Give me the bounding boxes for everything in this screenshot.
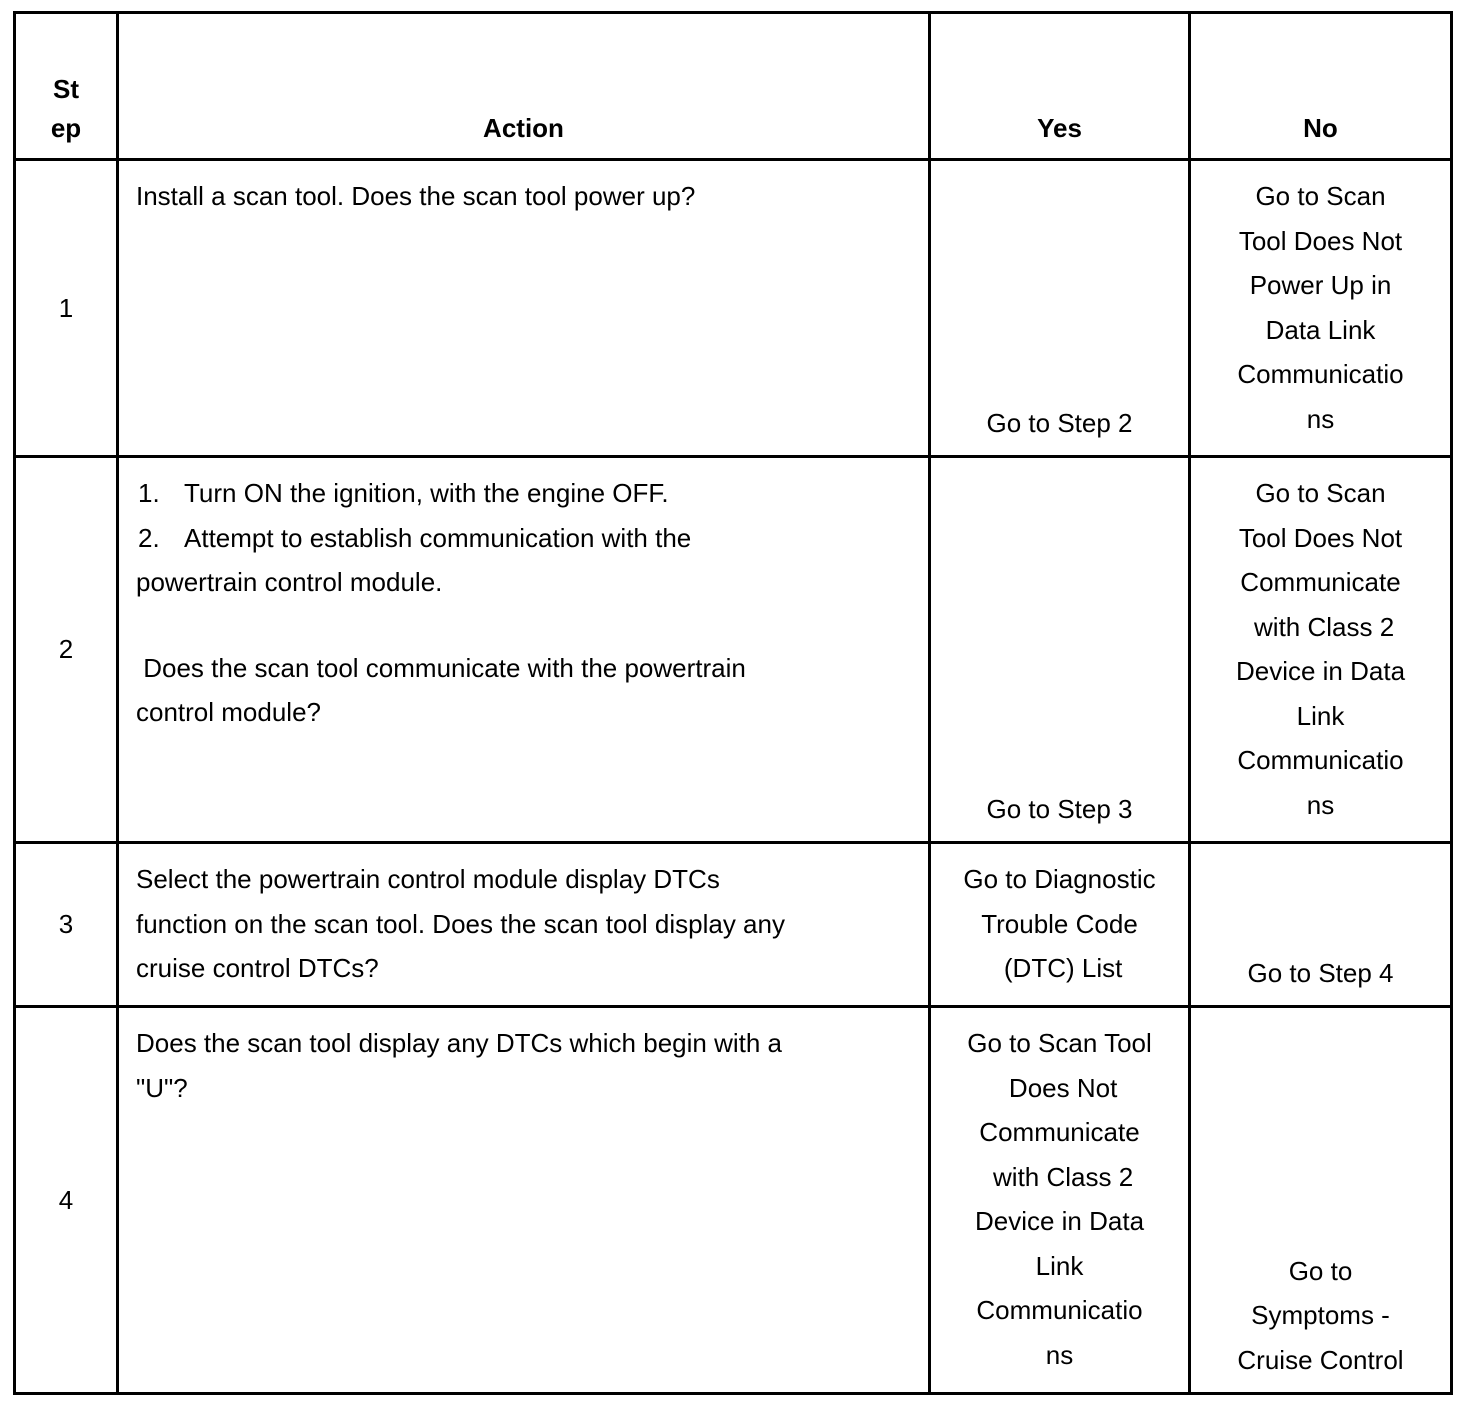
no-cell: Go to Step 4 (1190, 843, 1452, 1007)
header-no: No (1190, 13, 1452, 160)
step-number: 3 (15, 843, 118, 1007)
header-action: Action (118, 13, 930, 160)
list-item: 1. Turn ON the ignition, with the engine OFF. (138, 478, 669, 508)
step-number: 1 (15, 160, 118, 457)
action-cell: Install a scan tool. Does the scan tool power up? (118, 160, 930, 457)
step-number: 4 (15, 1007, 118, 1394)
diagnostic-table (13, 11, 1453, 1395)
yes-cell: Go to Scan Tool Does Not Communicate with Class 2 Device in Data Link Communicatio ns (930, 1007, 1190, 1394)
yes-cell: Go to Step 3 (930, 457, 1190, 843)
step-number: 2 (15, 457, 118, 843)
table-row (15, 1007, 1452, 1394)
table-row (15, 457, 1452, 843)
header-step-label: St ep (50, 74, 82, 143)
no-cell: Go to Scan Tool Does Not Power Up in Data Link Communicatio ns (1190, 160, 1452, 457)
action-cell: Select the powertrain control module display DTCs function on the scan tool. Does the scan tool display any cruise control DTCs? (118, 843, 930, 1007)
table-header-row (15, 13, 1452, 160)
header-step (15, 13, 118, 160)
header-yes: Yes (930, 13, 1190, 160)
yes-cell: Go to Diagnostic Trouble Code (DTC) List (930, 843, 1190, 1007)
action-cell: Does the scan tool display any DTCs which begin with a "U"? (118, 1007, 930, 1394)
no-cell: Go to Scan Tool Does Not Communicate with Class 2 Device in Data Link Communicatio ns (1190, 457, 1452, 843)
table-row (15, 160, 1452, 457)
yes-cell: Go to Step 2 (930, 160, 1190, 457)
no-cell: Go to Symptoms - Cruise Control (1190, 1007, 1452, 1394)
table-row (15, 843, 1452, 1007)
list-item: 2. Attempt to establish communication with the (138, 522, 692, 553)
action-cell: 1. Turn ON the ignition, with the engine OFF. 2. Attempt to establish communication with the powertrain control module. Does the scan tool communicate with the powertrain control module? (118, 457, 930, 843)
